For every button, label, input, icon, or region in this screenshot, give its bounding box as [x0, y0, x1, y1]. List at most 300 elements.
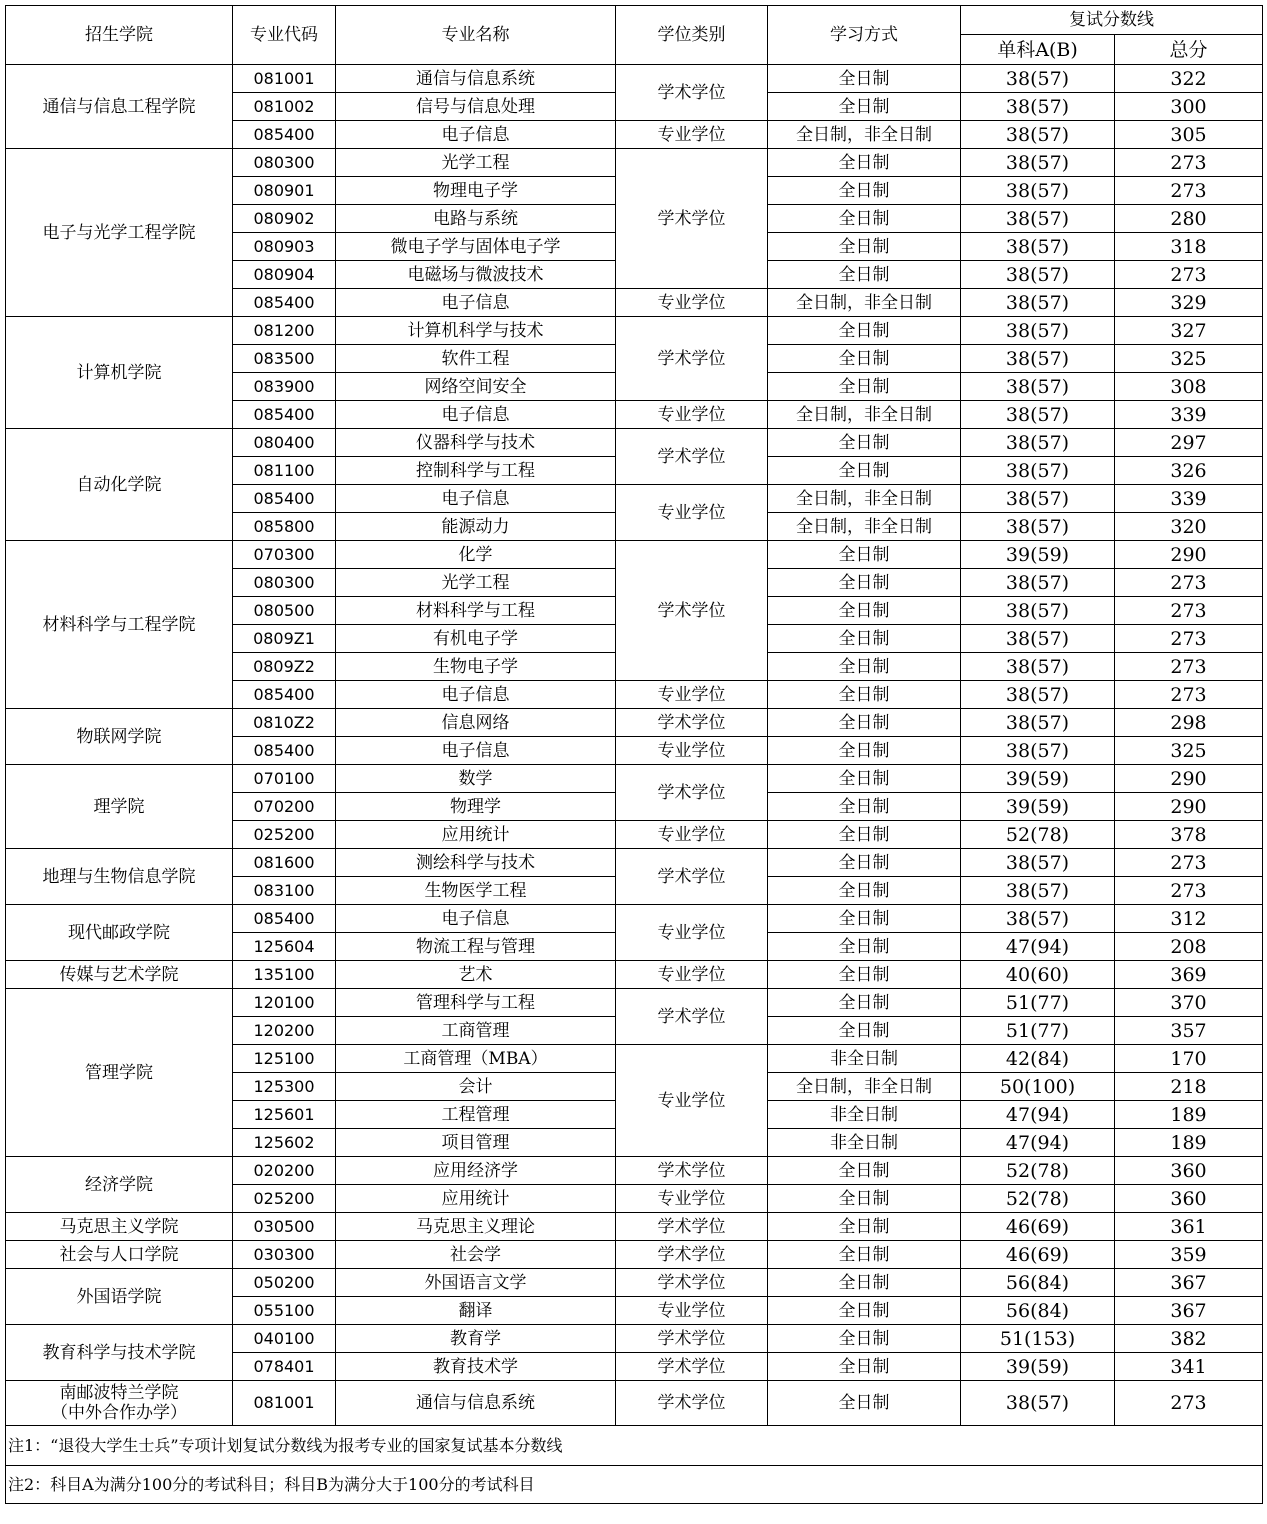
mode-cell: 全日制	[768, 905, 961, 933]
major-cell: 教育技术学	[336, 1353, 616, 1381]
degree-cell: 学术学位	[616, 1157, 768, 1185]
total-cell: 189	[1115, 1129, 1263, 1157]
single-cell: 51(77)	[961, 989, 1115, 1017]
major-cell: 社会学	[336, 1241, 616, 1269]
header-code: 专业代码	[233, 6, 336, 65]
single-cell: 38(57)	[961, 429, 1115, 457]
degree-cell: 专业学位	[616, 289, 768, 317]
total-cell: 327	[1115, 317, 1263, 345]
mode-cell: 全日制	[768, 373, 961, 401]
major-cell: 会计	[336, 1073, 616, 1101]
table-row	[6, 961, 1263, 989]
college-cell: 教育科学与技术学院	[6, 1325, 233, 1381]
code-cell: 080400	[233, 429, 336, 457]
degree-cell: 专业学位	[616, 121, 768, 149]
code-cell: 125100	[233, 1045, 336, 1073]
code-cell: 080902	[233, 205, 336, 233]
single-cell: 39(59)	[961, 541, 1115, 569]
major-cell: 外国语言文学	[336, 1269, 616, 1297]
single-cell: 38(57)	[961, 905, 1115, 933]
mode-cell: 全日制	[768, 1353, 961, 1381]
degree-cell: 专业学位	[616, 905, 768, 961]
degree-cell: 专业学位	[616, 401, 768, 429]
single-cell: 52(78)	[961, 1157, 1115, 1185]
single-cell: 38(57)	[961, 233, 1115, 261]
total-cell: 339	[1115, 485, 1263, 513]
major-cell: 网络空间安全	[336, 373, 616, 401]
degree-cell: 学术学位	[616, 149, 768, 289]
code-cell: 120200	[233, 1017, 336, 1045]
code-cell: 081001	[233, 65, 336, 93]
total-cell: 273	[1115, 597, 1263, 625]
total-cell: 367	[1115, 1297, 1263, 1325]
code-cell: 030500	[233, 1213, 336, 1241]
mode-cell: 全日制	[768, 1241, 961, 1269]
note-row	[6, 1466, 1263, 1504]
single-cell: 51(77)	[961, 1017, 1115, 1045]
mode-cell: 全日制	[768, 233, 961, 261]
single-cell: 52(78)	[961, 821, 1115, 849]
degree-cell: 学术学位	[616, 317, 768, 401]
degree-cell: 专业学位	[616, 1045, 768, 1157]
single-cell: 38(57)	[961, 205, 1115, 233]
major-cell: 教育学	[336, 1325, 616, 1353]
mode-cell: 全日制	[768, 93, 961, 121]
code-cell: 120100	[233, 989, 336, 1017]
code-cell: 055100	[233, 1297, 336, 1325]
total-cell: 273	[1115, 877, 1263, 905]
single-cell: 38(57)	[961, 737, 1115, 765]
major-cell: 翻译	[336, 1297, 616, 1325]
mode-cell: 全日制，非全日制	[768, 121, 961, 149]
single-cell: 38(57)	[961, 569, 1115, 597]
total-cell: 218	[1115, 1073, 1263, 1101]
total-cell: 273	[1115, 149, 1263, 177]
college-cell: 理学院	[6, 765, 233, 849]
header-mode: 学习方式	[768, 6, 961, 65]
single-cell: 38(57)	[961, 373, 1115, 401]
table-row	[6, 1269, 1263, 1297]
header-total: 总分	[1115, 35, 1263, 65]
total-cell: 322	[1115, 65, 1263, 93]
mode-cell: 全日制	[768, 569, 961, 597]
total-cell: 273	[1115, 625, 1263, 653]
single-cell: 38(57)	[961, 289, 1115, 317]
code-cell: 135100	[233, 961, 336, 989]
total-cell: 361	[1115, 1213, 1263, 1241]
total-cell: 273	[1115, 653, 1263, 681]
mode-cell: 全日制	[768, 681, 961, 709]
mode-cell: 全日制	[768, 737, 961, 765]
single-cell: 52(78)	[961, 1185, 1115, 1213]
mode-cell: 全日制	[768, 149, 961, 177]
degree-cell: 学术学位	[616, 541, 768, 681]
mode-cell: 全日制	[768, 793, 961, 821]
major-cell: 电子信息	[336, 905, 616, 933]
total-cell: 370	[1115, 989, 1263, 1017]
degree-cell: 学术学位	[616, 1325, 768, 1353]
mode-cell: 全日制	[768, 177, 961, 205]
degree-cell: 学术学位	[616, 989, 768, 1045]
major-cell: 工程管理	[336, 1101, 616, 1129]
college-cell: 外国语学院	[6, 1269, 233, 1325]
note-2: 注2：科目A为满分100分的考试科目；科目B为满分大于100分的考试科目	[6, 1466, 1263, 1504]
college-cell: 现代邮政学院	[6, 905, 233, 961]
total-cell: 273	[1115, 569, 1263, 597]
degree-cell: 专业学位	[616, 737, 768, 765]
code-cell: 0809Z2	[233, 653, 336, 681]
code-cell: 080904	[233, 261, 336, 289]
major-cell: 测绘科学与技术	[336, 849, 616, 877]
major-cell: 电路与系统	[336, 205, 616, 233]
mode-cell: 全日制，非全日制	[768, 1073, 961, 1101]
major-cell: 电子信息	[336, 289, 616, 317]
table-row	[6, 1381, 1263, 1426]
major-cell: 电磁场与微波技术	[336, 261, 616, 289]
degree-cell: 学术学位	[616, 709, 768, 737]
major-cell: 光学工程	[336, 569, 616, 597]
degree-cell: 学术学位	[616, 429, 768, 485]
major-cell: 通信与信息系统	[336, 65, 616, 93]
single-cell: 38(57)	[961, 849, 1115, 877]
code-cell: 030300	[233, 1241, 336, 1269]
degree-cell: 学术学位	[616, 765, 768, 821]
major-cell: 计算机科学与技术	[336, 317, 616, 345]
college-cell: 自动化学院	[6, 429, 233, 541]
table-row	[6, 849, 1263, 877]
code-cell: 083100	[233, 877, 336, 905]
total-cell: 280	[1115, 205, 1263, 233]
single-cell: 47(94)	[961, 933, 1115, 961]
code-cell: 125604	[233, 933, 336, 961]
single-cell: 38(57)	[961, 121, 1115, 149]
table-row	[6, 541, 1263, 569]
code-cell: 085400	[233, 737, 336, 765]
single-cell: 42(84)	[961, 1045, 1115, 1073]
major-cell: 物理电子学	[336, 177, 616, 205]
mode-cell: 全日制	[768, 65, 961, 93]
total-cell: 298	[1115, 709, 1263, 737]
code-cell: 085400	[233, 905, 336, 933]
single-cell: 38(57)	[961, 177, 1115, 205]
single-cell: 47(94)	[961, 1101, 1115, 1129]
code-cell: 025200	[233, 821, 336, 849]
major-cell: 艺术	[336, 961, 616, 989]
college-name: 南邮波特兰学院	[59, 1383, 179, 1403]
single-cell: 38(57)	[961, 681, 1115, 709]
mode-cell: 全日制	[768, 457, 961, 485]
major-cell: 电子信息	[336, 121, 616, 149]
degree-cell: 学术学位	[616, 1353, 768, 1381]
mode-cell: 全日制，非全日制	[768, 485, 961, 513]
header-degree: 学位类别	[616, 6, 768, 65]
major-cell: 应用统计	[336, 821, 616, 849]
degree-cell: 学术学位	[616, 65, 768, 121]
code-cell: 083900	[233, 373, 336, 401]
total-cell: 357	[1115, 1017, 1263, 1045]
mode-cell: 全日制，非全日制	[768, 401, 961, 429]
mode-cell: 全日制	[768, 205, 961, 233]
mode-cell: 全日制	[768, 1325, 961, 1353]
single-cell: 39(59)	[961, 1353, 1115, 1381]
code-cell: 085800	[233, 513, 336, 541]
mode-cell: 全日制	[768, 1381, 961, 1426]
code-cell: 085400	[233, 485, 336, 513]
total-cell: 325	[1115, 345, 1263, 373]
table-row	[6, 429, 1263, 457]
code-cell: 020200	[233, 1157, 336, 1185]
mode-cell: 全日制	[768, 849, 961, 877]
major-cell: 微电子学与固体电子学	[336, 233, 616, 261]
total-cell: 273	[1115, 261, 1263, 289]
college-cell: 马克思主义学院	[6, 1213, 233, 1241]
total-cell: 305	[1115, 121, 1263, 149]
degree-cell: 专业学位	[616, 961, 768, 989]
mode-cell: 全日制	[768, 1269, 961, 1297]
total-cell: 170	[1115, 1045, 1263, 1073]
college-cell: 管理学院	[6, 989, 233, 1157]
total-cell: 382	[1115, 1325, 1263, 1353]
degree-cell: 专业学位	[616, 485, 768, 541]
major-cell: 应用统计	[336, 1185, 616, 1213]
mode-cell: 全日制	[768, 597, 961, 625]
major-cell: 能源动力	[336, 513, 616, 541]
single-cell: 46(69)	[961, 1241, 1115, 1269]
degree-cell: 学术学位	[616, 849, 768, 905]
single-cell: 39(59)	[961, 765, 1115, 793]
total-cell: 312	[1115, 905, 1263, 933]
total-cell: 359	[1115, 1241, 1263, 1269]
major-cell: 生物医学工程	[336, 877, 616, 905]
mode-cell: 全日制	[768, 877, 961, 905]
mode-cell: 非全日制	[768, 1101, 961, 1129]
college-note: （中外合作办学）	[51, 1403, 187, 1423]
major-cell: 电子信息	[336, 681, 616, 709]
table-row	[6, 1213, 1263, 1241]
major-cell: 材料科学与工程	[336, 597, 616, 625]
major-cell: 通信与信息系统	[336, 1381, 616, 1426]
major-cell: 化学	[336, 541, 616, 569]
single-cell: 38(57)	[961, 485, 1115, 513]
single-cell: 38(57)	[961, 513, 1115, 541]
single-cell: 56(84)	[961, 1297, 1115, 1325]
major-cell: 工商管理	[336, 1017, 616, 1045]
header-single: 单科A(B)	[961, 35, 1115, 65]
code-cell: 081002	[233, 93, 336, 121]
code-cell: 078401	[233, 1353, 336, 1381]
mode-cell: 全日制	[768, 961, 961, 989]
mode-cell: 全日制	[768, 1297, 961, 1325]
code-cell: 081600	[233, 849, 336, 877]
total-cell: 208	[1115, 933, 1263, 961]
single-cell: 56(84)	[961, 1269, 1115, 1297]
mode-cell: 全日制	[768, 989, 961, 1017]
single-cell: 38(57)	[961, 65, 1115, 93]
major-cell: 电子信息	[336, 485, 616, 513]
single-cell: 38(57)	[961, 653, 1115, 681]
code-cell: 080500	[233, 597, 336, 625]
total-cell: 273	[1115, 1381, 1263, 1426]
single-cell: 38(57)	[961, 401, 1115, 429]
college-cell: 物联网学院	[6, 709, 233, 765]
mode-cell: 全日制	[768, 1213, 961, 1241]
code-cell: 070200	[233, 793, 336, 821]
table-row	[6, 65, 1263, 93]
mode-cell: 全日制，非全日制	[768, 513, 961, 541]
college-cell	[6, 1381, 233, 1426]
degree-cell: 专业学位	[616, 681, 768, 709]
code-cell: 080903	[233, 233, 336, 261]
total-cell: 318	[1115, 233, 1263, 261]
table-row	[6, 149, 1263, 177]
total-cell: 273	[1115, 681, 1263, 709]
total-cell: 273	[1115, 177, 1263, 205]
note-row	[6, 1426, 1263, 1466]
single-cell: 38(57)	[961, 1381, 1115, 1426]
total-cell: 297	[1115, 429, 1263, 457]
table-row	[6, 1325, 1263, 1353]
total-cell: 273	[1115, 849, 1263, 877]
single-cell: 38(57)	[961, 877, 1115, 905]
mode-cell: 全日制，非全日制	[768, 289, 961, 317]
total-cell: 341	[1115, 1353, 1263, 1381]
table-row	[6, 709, 1263, 737]
code-cell: 125601	[233, 1101, 336, 1129]
major-cell: 工商管理（MBA）	[336, 1045, 616, 1073]
major-cell: 管理科学与工程	[336, 989, 616, 1017]
single-cell: 50(100)	[961, 1073, 1115, 1101]
code-cell: 0810Z2	[233, 709, 336, 737]
degree-cell: 专业学位	[616, 1185, 768, 1213]
table-row	[6, 989, 1263, 1017]
total-cell: 367	[1115, 1269, 1263, 1297]
header-retest: 复试分数线	[961, 6, 1263, 35]
single-cell: 39(59)	[961, 793, 1115, 821]
single-cell: 38(57)	[961, 345, 1115, 373]
major-cell: 电子信息	[336, 401, 616, 429]
mode-cell: 全日制	[768, 821, 961, 849]
mode-cell: 非全日制	[768, 1045, 961, 1073]
code-cell: 080300	[233, 569, 336, 597]
mode-cell: 全日制	[768, 345, 961, 373]
total-cell: 329	[1115, 289, 1263, 317]
total-cell: 320	[1115, 513, 1263, 541]
single-cell: 38(57)	[961, 149, 1115, 177]
code-cell: 040100	[233, 1325, 336, 1353]
single-cell: 46(69)	[961, 1213, 1115, 1241]
table-row	[6, 905, 1263, 933]
mode-cell: 全日制	[768, 429, 961, 457]
total-cell: 378	[1115, 821, 1263, 849]
major-cell: 信息网络	[336, 709, 616, 737]
retest-score-table	[5, 5, 1263, 1504]
mode-cell: 全日制	[768, 765, 961, 793]
single-cell: 47(94)	[961, 1129, 1115, 1157]
major-cell: 仪器科学与技术	[336, 429, 616, 457]
single-cell: 51(153)	[961, 1325, 1115, 1353]
degree-cell: 学术学位	[616, 1241, 768, 1269]
code-cell: 070100	[233, 765, 336, 793]
single-cell: 38(57)	[961, 317, 1115, 345]
code-cell: 125602	[233, 1129, 336, 1157]
mode-cell: 全日制	[768, 625, 961, 653]
single-cell: 38(57)	[961, 597, 1115, 625]
college-cell: 传媒与艺术学院	[6, 961, 233, 989]
total-cell: 339	[1115, 401, 1263, 429]
major-cell: 电子信息	[336, 737, 616, 765]
single-cell: 40(60)	[961, 961, 1115, 989]
code-cell: 085400	[233, 681, 336, 709]
degree-cell: 学术学位	[616, 1269, 768, 1297]
mode-cell: 全日制	[768, 653, 961, 681]
table-row	[6, 765, 1263, 793]
college-cell: 社会与人口学院	[6, 1241, 233, 1269]
total-cell: 360	[1115, 1157, 1263, 1185]
table-row	[6, 1241, 1263, 1269]
major-cell: 项目管理	[336, 1129, 616, 1157]
major-cell: 生物电子学	[336, 653, 616, 681]
code-cell: 070300	[233, 541, 336, 569]
total-cell: 326	[1115, 457, 1263, 485]
total-cell: 290	[1115, 793, 1263, 821]
code-cell: 050200	[233, 1269, 336, 1297]
mode-cell: 全日制	[768, 709, 961, 737]
college-cell: 材料科学与工程学院	[6, 541, 233, 709]
degree-cell: 专业学位	[616, 1297, 768, 1325]
degree-cell: 学术学位	[616, 1213, 768, 1241]
header-college: 招生学院	[6, 6, 233, 65]
mode-cell: 全日制	[768, 933, 961, 961]
total-cell: 189	[1115, 1101, 1263, 1129]
table-row	[6, 317, 1263, 345]
total-cell: 360	[1115, 1185, 1263, 1213]
total-cell: 325	[1115, 737, 1263, 765]
code-cell: 125300	[233, 1073, 336, 1101]
mode-cell: 全日制	[768, 1185, 961, 1213]
code-cell: 080300	[233, 149, 336, 177]
college-cell: 计算机学院	[6, 317, 233, 429]
total-cell: 290	[1115, 765, 1263, 793]
total-cell: 290	[1115, 541, 1263, 569]
code-cell: 080901	[233, 177, 336, 205]
college-cell: 地理与生物信息学院	[6, 849, 233, 905]
major-cell: 应用经济学	[336, 1157, 616, 1185]
major-cell: 物理学	[336, 793, 616, 821]
table-row	[6, 1157, 1263, 1185]
college-cell: 电子与光学工程学院	[6, 149, 233, 317]
code-cell: 083500	[233, 345, 336, 373]
college-cell: 经济学院	[6, 1157, 233, 1213]
code-cell: 085400	[233, 121, 336, 149]
major-cell: 数学	[336, 765, 616, 793]
code-cell: 085400	[233, 289, 336, 317]
mode-cell: 非全日制	[768, 1129, 961, 1157]
single-cell: 38(57)	[961, 625, 1115, 653]
note-1: 注1：“退役大学生士兵”专项计划复试分数线为报考专业的国家复试基本分数线	[6, 1426, 1263, 1466]
major-cell: 信号与信息处理	[336, 93, 616, 121]
mode-cell: 全日制	[768, 261, 961, 289]
major-cell: 软件工程	[336, 345, 616, 373]
total-cell: 300	[1115, 93, 1263, 121]
code-cell: 081200	[233, 317, 336, 345]
single-cell: 38(57)	[961, 709, 1115, 737]
single-cell: 38(57)	[961, 261, 1115, 289]
major-cell: 光学工程	[336, 149, 616, 177]
major-cell: 有机电子学	[336, 625, 616, 653]
major-cell: 控制科学与工程	[336, 457, 616, 485]
mode-cell: 全日制	[768, 541, 961, 569]
code-cell: 085400	[233, 401, 336, 429]
